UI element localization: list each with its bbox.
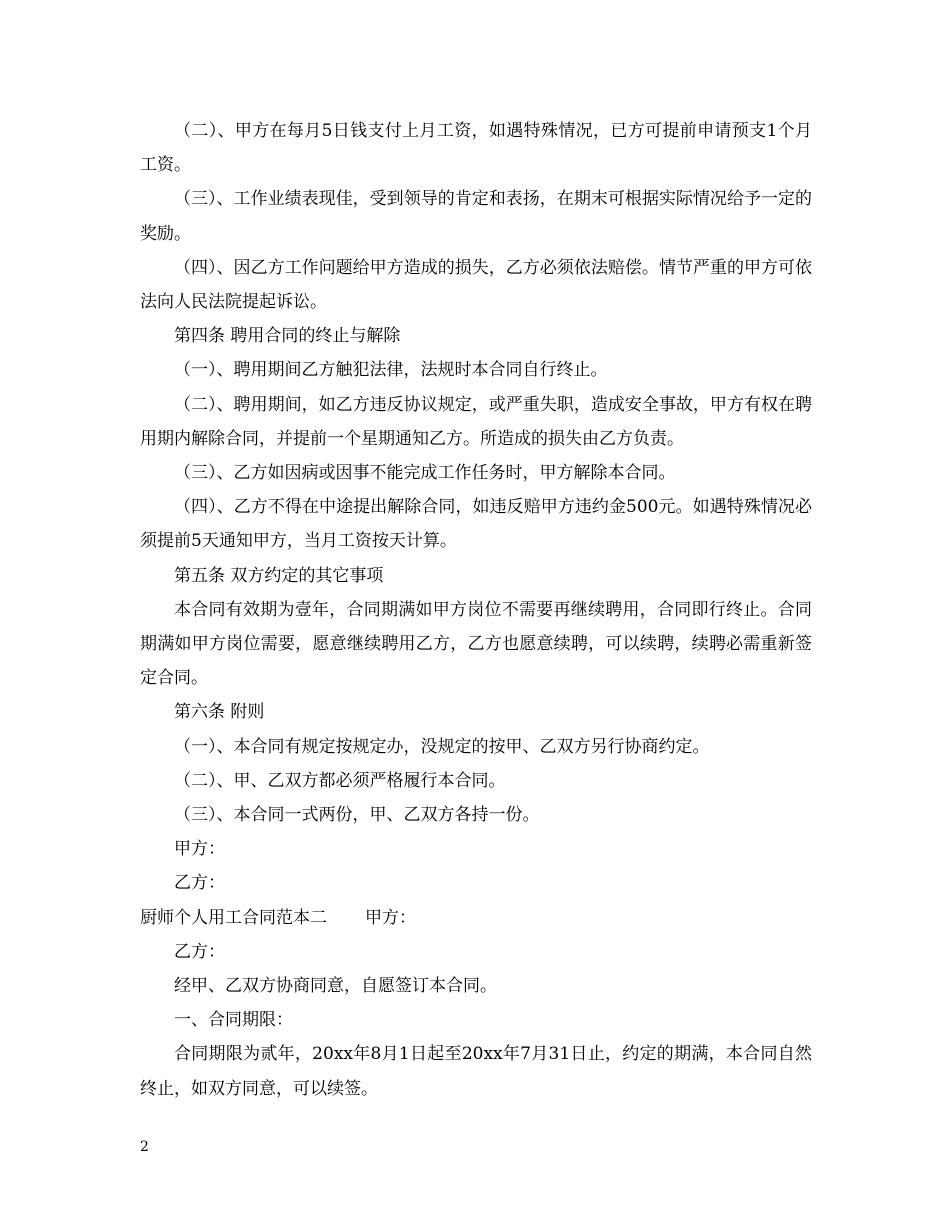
- article-6-heading: 第六条 附则: [174, 702, 265, 723]
- paragraph-early-termination: （四）、乙方不得在中途提出解除合同，如违反赔甲方违约金500元。如遇特殊情况必须提前5天通知甲方，当月工资按天计算。: [140, 497, 812, 552]
- paragraph-compensation: （四）、因乙方工作问题给甲方造成的损失，乙方必须依法赔偿。情节严重的甲方可依法向人民法院提起诉讼。: [140, 257, 812, 313]
- article-4-heading: 第四条 聘用合同的终止与解除: [174, 326, 401, 347]
- article-5-heading: 第五条 双方约定的其它事项: [174, 565, 384, 586]
- paragraph-agreement: 经甲、乙双方协商同意，自愿签订本合同。: [174, 976, 497, 997]
- contract-template-title: 厨师个人用工合同范本二: [140, 907, 327, 928]
- paragraph-supplementary-2: （二）、甲、乙双方都必须严格履行本合同。: [174, 770, 506, 791]
- paragraph-termination-law: （一）、聘用期间乙方触犯法律，法规时本合同自行终止。: [174, 360, 608, 381]
- contract-template-heading-line: [140, 901, 812, 935]
- section-term-heading: 一、合同期限：: [174, 1010, 293, 1031]
- paragraph-reward: （三）、工作业绩表现佳，受到领导的肯定和表扬，在期末可根据实际情况给予一定的奖励。: [140, 189, 812, 244]
- paragraph-termination-illness: （三）、乙方如因病或因事不能完成工作任务时，甲方解除本合同。: [174, 463, 676, 484]
- paragraph-term: 合同期限为贰年，20xx年8月1日起至20xx年7月31日止，约定的期满，本合同自然终止，如双方同意，可以续签。: [140, 1044, 812, 1099]
- paragraph-supplementary-3: （三）、本合同一式两份，甲、乙双方各持一份。: [174, 805, 540, 826]
- paragraph-validity: 本合同有效期为壹年，合同期满如甲方岗位不需要再继续聘用，合同即行终止。合同期满如甲方岗位需要，愿意继续聘用乙方，乙方也愿意续聘，可以续聘，续聘必需重新签定合同。: [140, 599, 812, 689]
- contract-party-a-label: 甲方：: [365, 907, 416, 928]
- page-number: 2: [140, 1139, 149, 1155]
- contract-party-b-label: 乙方：: [174, 941, 225, 962]
- document-body: [140, 114, 812, 1106]
- signature-party-a: 甲方：: [174, 839, 225, 860]
- paragraph-supplementary-1: （一）、本合同有规定按规定办，没规定的按甲、乙双方另行协商约定。: [174, 736, 710, 757]
- paragraph-advance-pay: （二）、甲方在每月5日钱支付上月工资，如遇特殊情况，已方可提前申请预支1个月工资。: [140, 121, 812, 176]
- paragraph-termination-violation: （二）、聘用期间，如乙方违反协议规定，或严重失职，造成安全事故，甲方有权在聘用期内解除合同，并提前一个星期通知乙方。所造成的损失由乙方负责。: [140, 394, 812, 449]
- signature-party-b: 乙方：: [174, 873, 225, 894]
